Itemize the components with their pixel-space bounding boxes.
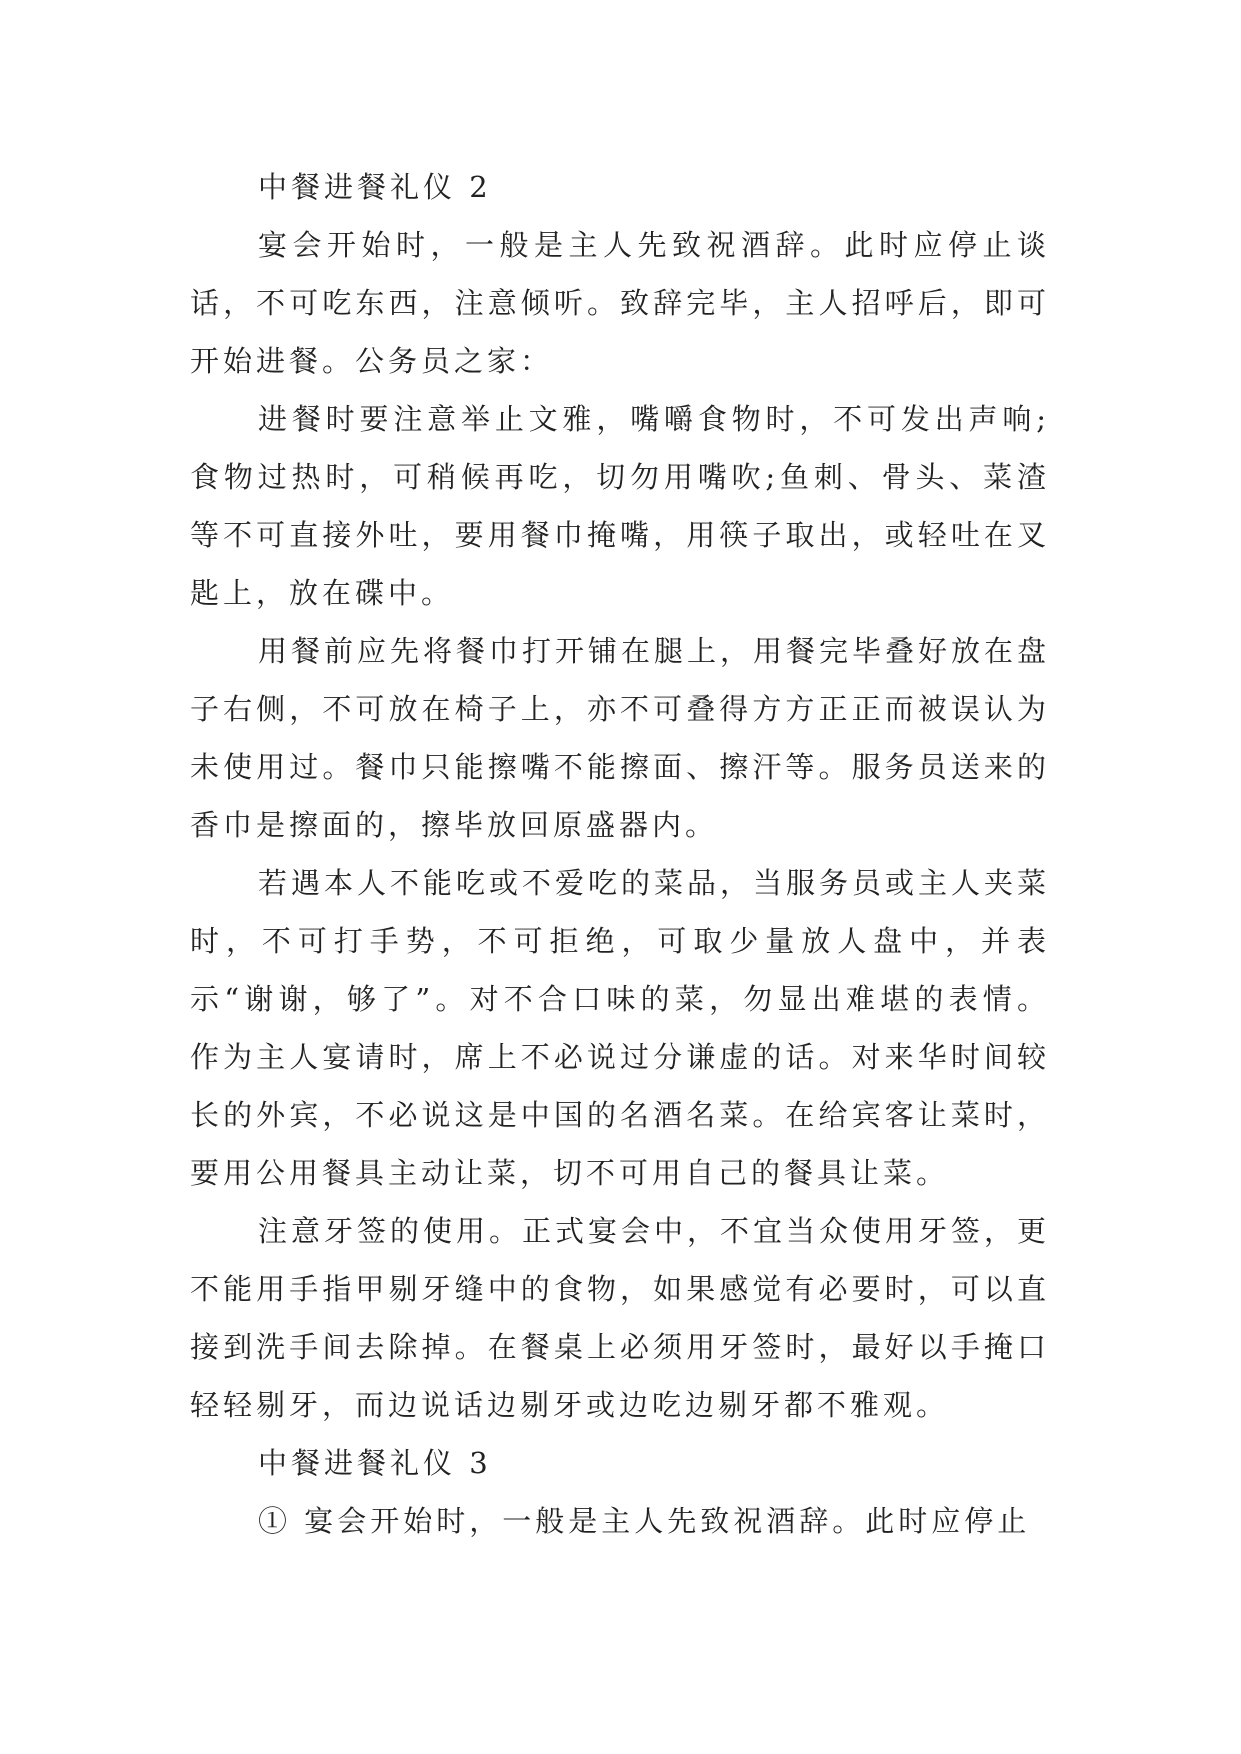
paragraph-disliked-dishes: 若遇本人不能吃或不爱吃的菜品，当服务员或主人夹菜时，不可打手势，不可拒绝，可取少量放人盘中，并表示“谢谢，够了”。对不合口味的菜，勿显出难堪的表情。作为主人宴请时，席上不必说过分谦虚的话。对来华时间较长的外宾，不必说这是中国的名酒名菜。在给宾客让菜时，要用公用餐具主动让菜，切不可用自己的餐具让菜。 — [190, 866, 1051, 1190]
section-heading-2: 中餐进餐礼仪 2 — [258, 170, 492, 204]
paragraph-napkin: 用餐前应先将餐巾打开铺在腿上，用餐完毕叠好放在盘子右侧，不可放在椅子上，亦不可叠得方方正正而被误认为未使用过。餐巾只能擦嘴不能擦面、擦汗等。服务员送来的香巾是擦面的，擦毕放回原盛器内。 — [190, 634, 1051, 842]
section-heading-3: 中餐进餐礼仪 3 — [258, 1446, 492, 1480]
paragraph-numbered-1: ① 宴会开始时，一般是主人先致祝酒辞。此时应停止 — [258, 1504, 1031, 1538]
document-body — [190, 158, 1050, 1550]
paragraph-eating-manners: 进餐时要注意举止文雅，嘴嚼食物时，不可发出声响;食物过热时，可稍候再吃，切勿用嘴吹;鱼刺、骨头、菜渣等不可直接外吐，要用餐巾掩嘴，用筷子取出，或轻吐在叉匙上，放在碟中。 — [190, 402, 1050, 610]
paragraph-toast: 宴会开始时，一般是主人先致祝酒辞。此时应停止谈话，不可吃东西，注意倾听。致辞完毕，主人招呼后，即可开始进餐。公务员之家： — [190, 228, 1050, 378]
paragraph-toothpick: 注意牙签的使用。正式宴会中，不宜当众使用牙签，更不能用手指甲剔牙缝中的食物，如果感觉有必要时，可以直接到洗手间去除掉。在餐桌上必须用牙签时，最好以手掩口轻轻剔牙，而边说话边剔牙或边吃边剔牙都不雅观。 — [190, 1214, 1051, 1422]
